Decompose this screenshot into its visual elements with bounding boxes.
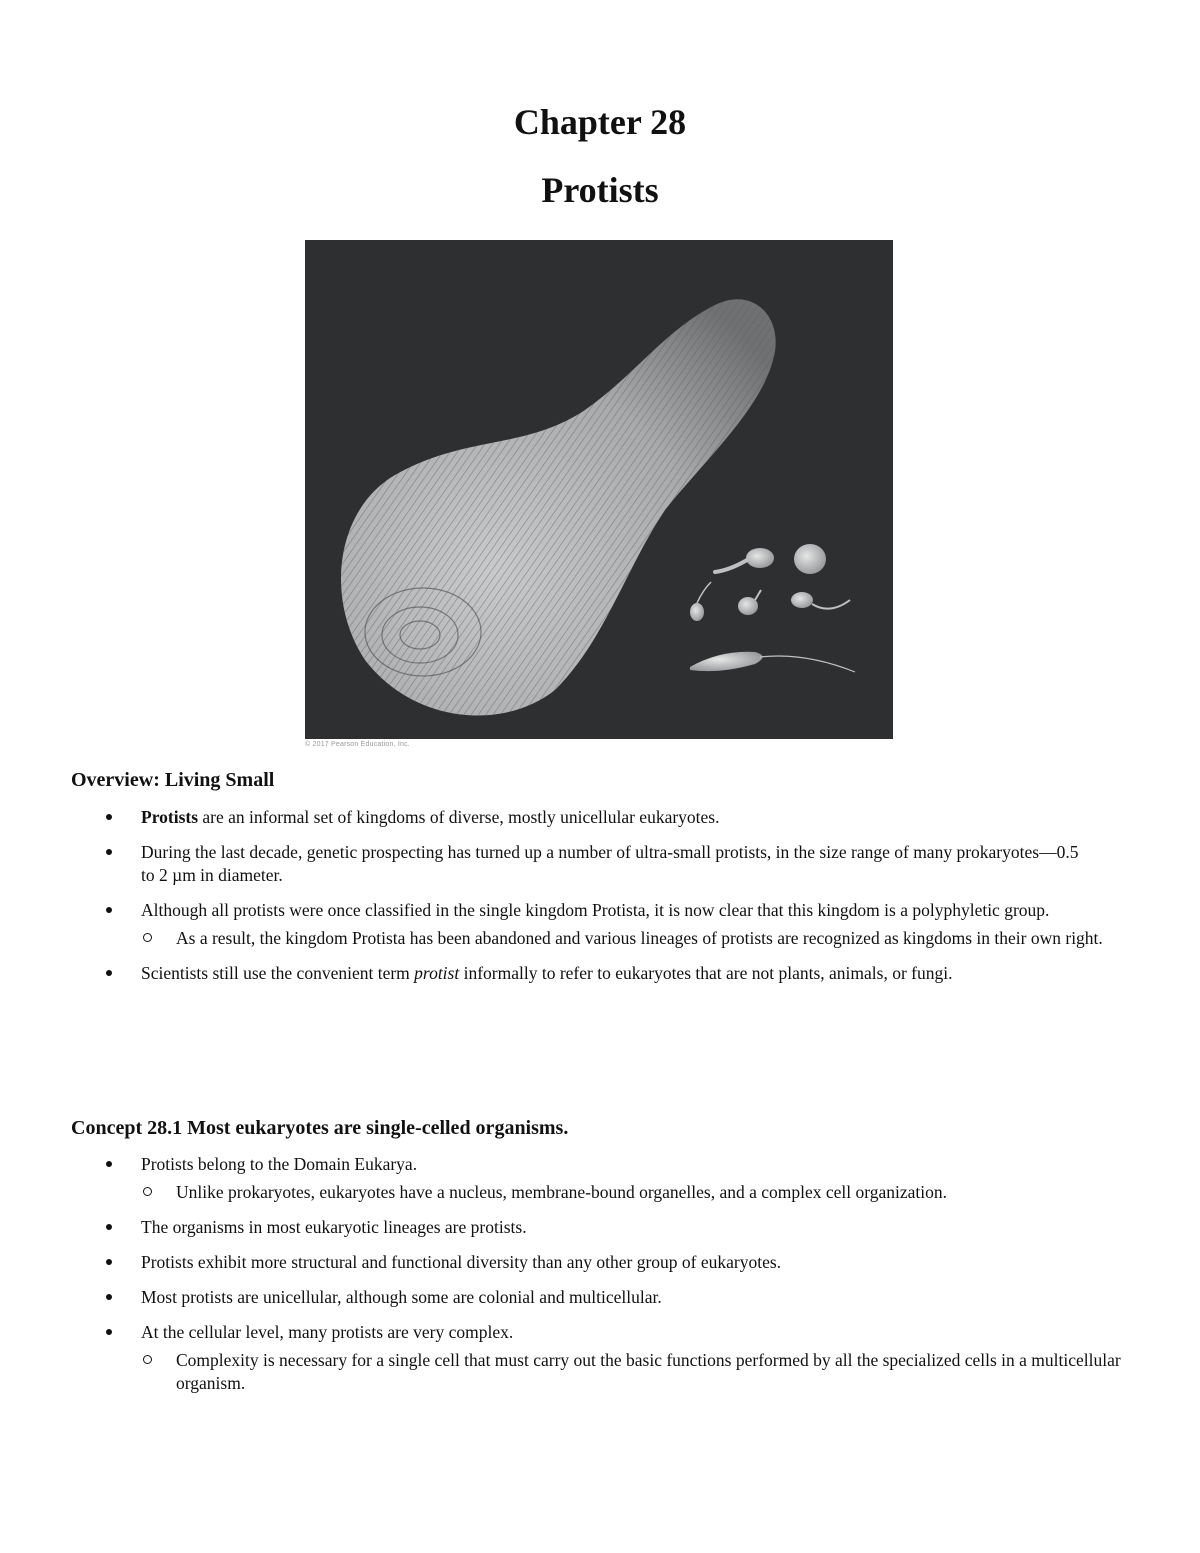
protist-micrograph-image bbox=[305, 240, 893, 739]
list-item-text: Although all protists were once classified in the single kingdom Protista, it is now clear that this kingdom is a polyphyletic group. bbox=[141, 900, 1050, 920]
list-item-text: At the cellular level, many protists are very complex. bbox=[141, 1322, 514, 1342]
list-item bbox=[0, 841, 1091, 887]
small-flagellate-cells bbox=[690, 544, 855, 672]
list-item bbox=[0, 1153, 1091, 1204]
sub-bullet-list bbox=[141, 1349, 1121, 1395]
sub-list-item: Unlike prokaryotes, eukaryotes have a nucleus, membrane-bound organelles, and a complex cell organization. bbox=[141, 1181, 1166, 1204]
sub-list-item: Complexity is necessary for a single cell that must carry out the basic functions performed by all the specialized cells in a multicellular organism. bbox=[141, 1349, 1166, 1395]
list-item-text: are an informal set of kingdoms of diverse, mostly unicellular eukaryotes. bbox=[198, 807, 720, 827]
list-item-text: Scientists still use the convenient term bbox=[141, 963, 415, 983]
section-heading-overview: Overview: Living Small bbox=[71, 769, 275, 791]
sub-bullet-list bbox=[141, 1181, 1091, 1204]
sub-bullet-list bbox=[141, 927, 1103, 950]
list-item: Most protists are unicellular, although some are colonial and multicellular. bbox=[0, 1286, 1091, 1309]
list-item bbox=[0, 899, 1103, 950]
term-protist-italic: protist bbox=[414, 963, 460, 983]
section-heading-concept-28-1: Concept 28.1 Most eukaryotes are single-celled organisms. bbox=[71, 1117, 569, 1139]
list-item bbox=[0, 806, 1091, 829]
term-protists: Protists bbox=[141, 807, 199, 827]
concept-bullet-list bbox=[0, 1153, 1200, 1407]
micrograph-figure bbox=[305, 240, 893, 739]
image-credit: © 2017 Pearson Education, Inc. bbox=[305, 741, 410, 748]
list-item bbox=[0, 962, 1091, 985]
list-item: The organisms in most eukaryotic lineages are protists. bbox=[0, 1216, 1091, 1239]
sub-list-item: As a result, the kingdom Protista has been abandoned and various lineages of protists are recognized as kingdoms in their own right. bbox=[141, 927, 1166, 950]
list-item bbox=[0, 1321, 1121, 1395]
list-item-text: Protists belong to the Domain Eukarya. bbox=[141, 1154, 418, 1174]
overview-bullet-list bbox=[0, 806, 1200, 997]
list-item: Protists exhibit more structural and functional diversity than any other group of eukaryotes. bbox=[0, 1251, 1091, 1274]
list-item-text: informally to refer to eukaryotes that are not plants, animals, or fungi. bbox=[459, 963, 953, 983]
list-item-text: During the last decade, genetic prospecting has turned up a number of ultra-small protists, in the size range of many prokaryotes—0.5 to 2 µm in diameter. bbox=[141, 842, 1079, 885]
chapter-subtitle: Protists bbox=[541, 170, 659, 210]
chapter-title: Chapter 28 bbox=[513, 102, 687, 142]
